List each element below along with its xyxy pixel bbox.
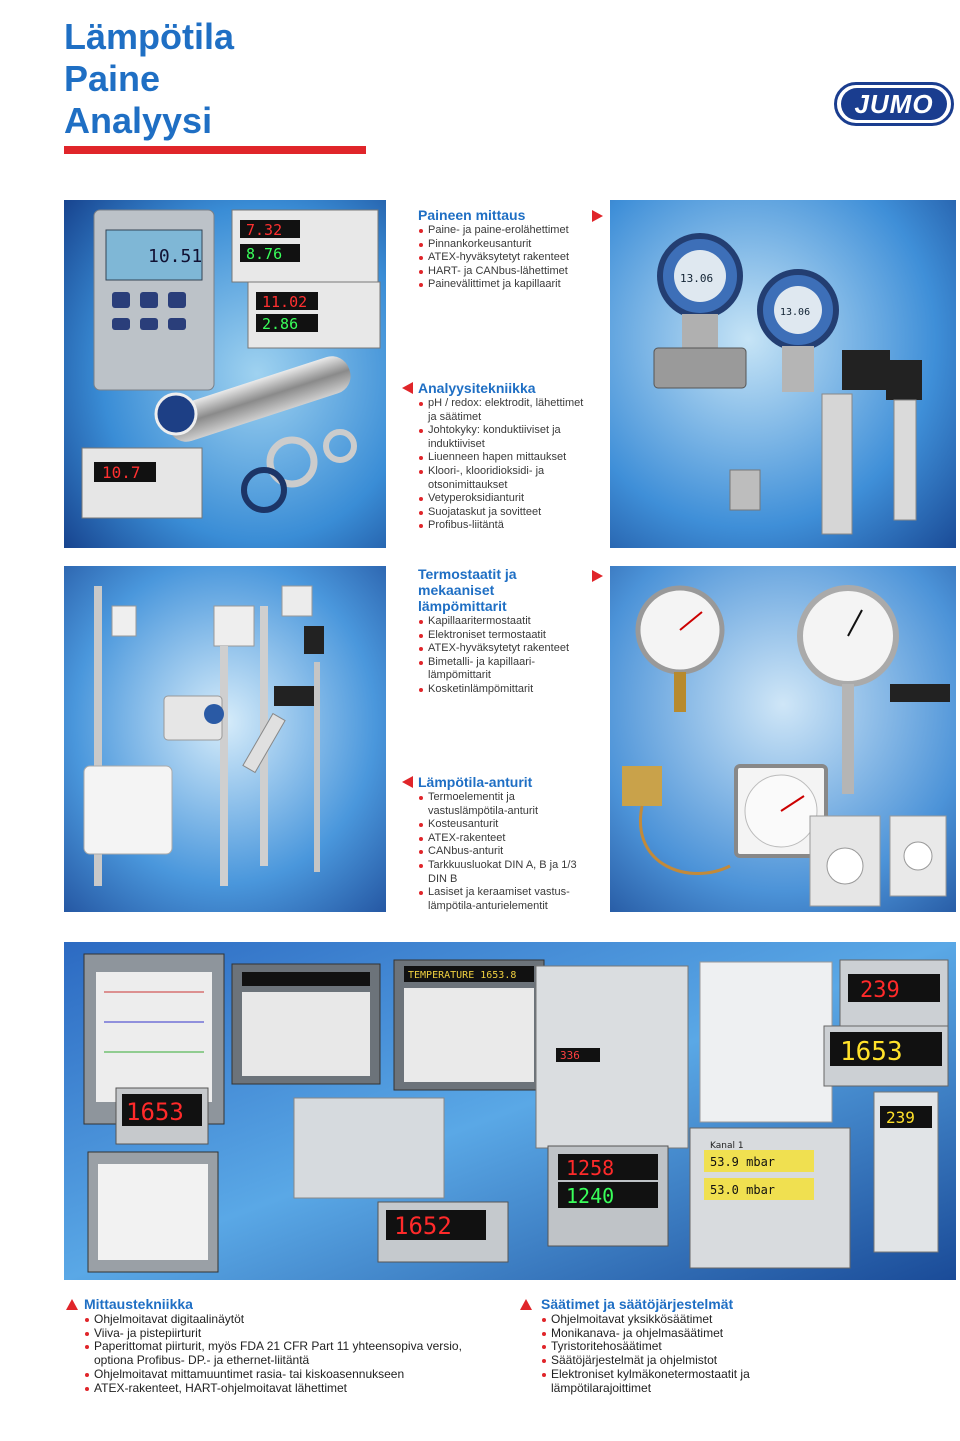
- list-item: Ohjelmoitavat digitaalinäytöt: [84, 1313, 494, 1327]
- list-item: Termoelementit ja vastuslämpötila-anturit: [418, 791, 588, 818]
- list-item: ATEX-rakenteet, HART-ohjelmoitavat lähettimet: [84, 1382, 494, 1396]
- section-lampotila-anturit: [418, 775, 588, 913]
- list-item: Viiva- ja pistepiirturit: [84, 1327, 494, 1341]
- photo-temperature-probes: [64, 566, 386, 912]
- section-title: Analyysitekniikka: [418, 380, 536, 396]
- list-item: Profibus-liitäntä: [418, 519, 586, 533]
- list-item: Johtokyky: konduktiiviset ja induktiiviset: [418, 424, 586, 451]
- list-item: Vetyperoksidianturit: [418, 492, 586, 506]
- analysis-display-4: 11.02: [262, 293, 308, 311]
- controller-display-5: 1240: [566, 1184, 615, 1208]
- page-title: [64, 16, 234, 142]
- list-item: Monikanava- ja ohjelmasäätimet: [541, 1327, 781, 1341]
- controller-display-4: 1258: [566, 1156, 615, 1180]
- pressure-display-1: 13.06: [680, 272, 714, 285]
- list-item: Pinnankorkeusanturit: [418, 238, 596, 252]
- photo-thermostats-gauges: [610, 566, 956, 912]
- analysis-display-5: 2.86: [262, 315, 299, 333]
- section-list: [418, 791, 588, 913]
- list-item: Bimetalli- ja kapillaari-lämpömittarit: [418, 656, 588, 683]
- photo-pressure-transmitters: [610, 200, 956, 548]
- section-analyysitekniikka: [418, 381, 586, 533]
- photo-analysis-instruments: [64, 200, 386, 548]
- list-item: Kapillaaritermostaatit: [418, 615, 588, 629]
- list-item: ATEX-rakenteet: [418, 832, 588, 846]
- title-line-3: Analyysi: [64, 100, 213, 141]
- title-line-2: Paine: [64, 58, 161, 99]
- list-item: Ohjelmoitavat mittamuuntimet rasia- tai kiskoasennukseen: [84, 1368, 494, 1382]
- section-list: [541, 1313, 781, 1395]
- arrow-right-icon: [592, 570, 603, 582]
- list-item: Kosketinlämpömittarit: [418, 683, 588, 697]
- section-saatimet: [541, 1297, 781, 1395]
- analysis-display-6: 10.7: [102, 463, 141, 482]
- list-item: Tarkkuusluokat DIN A, B ja 1/3 DIN B: [418, 859, 588, 886]
- jumo-logo: [834, 82, 954, 126]
- section-title-line: mekaaniset: [418, 582, 495, 598]
- logo-text: JUMO: [841, 88, 947, 120]
- controller-display-9: 239: [886, 1108, 915, 1127]
- list-item: Säätöjärjestelmät ja ohjelmistot: [541, 1354, 781, 1368]
- analysis-display-2: 7.32: [246, 221, 283, 239]
- section-title-line: Termostaatit ja: [418, 566, 517, 582]
- list-item: Lasiset ja keraamiset vastus-lämpötila-anturielementit: [418, 886, 588, 913]
- list-item: Painevälittimet ja kapillaarit: [418, 278, 596, 292]
- list-item: Tyristoritehosäätimet: [541, 1340, 781, 1354]
- analysis-display-3: 8.76: [246, 245, 283, 263]
- arrow-right-icon: [592, 210, 603, 222]
- section-title: Säätimet ja säätöjärjestelmät: [541, 1296, 734, 1312]
- list-item: HART- ja CANbus-lähettimet: [418, 265, 596, 279]
- section-title-line: lämpömittarit: [418, 598, 507, 614]
- analysis-display-1: 10.51: [148, 246, 203, 267]
- arrow-left-icon: [402, 382, 413, 394]
- controller-display-6: 1652: [394, 1212, 452, 1240]
- list-item: pH / redox: elektrodit, lähettimet ja säätimet: [418, 397, 586, 424]
- section-title: Mittaustekniikka: [84, 1296, 193, 1312]
- photo-recorders-controllers: [64, 942, 956, 1280]
- controller-display-8: 53.0 mbar: [710, 1183, 776, 1197]
- section-paineen-mittaus: [418, 208, 596, 292]
- arrow-up-icon: [520, 1299, 532, 1310]
- controller-display-11: Kanal 1: [710, 1141, 744, 1151]
- list-item: Kosteusanturit: [418, 818, 588, 832]
- title-underline: [64, 146, 366, 154]
- section-mittaustekniikka: [84, 1297, 494, 1395]
- controller-display-1: 239: [860, 978, 900, 1003]
- controller-display-2: 1653: [840, 1037, 903, 1067]
- controller-display-3: 1653: [126, 1098, 184, 1126]
- list-item: ATEX-hyväksytetyt rakenteet: [418, 642, 588, 656]
- list-item: Ohjelmoitavat yksikkösäätimet: [541, 1313, 781, 1327]
- recorder-header-text: TEMPERATURE 1653.8: [408, 970, 517, 981]
- list-item: Paperittomat piirturit, myös FDA 21 CFR Part 11 yhteensopiva versio, optiona Profibus- DP.- ja ethernet-liitäntä: [84, 1340, 494, 1367]
- section-title: Lämpötila-anturit: [418, 774, 533, 790]
- controller-display-10: 336: [560, 1049, 580, 1062]
- section-termostaatit: [418, 567, 588, 697]
- list-item: Kloori-, klooridioksidi- ja otsonimittaukset: [418, 465, 586, 492]
- section-title: Paineen mittaus: [418, 207, 526, 223]
- list-item: ATEX-hyväksytetyt rakenteet: [418, 251, 596, 265]
- list-item: Liuenneen hapen mittaukset: [418, 451, 586, 465]
- list-item: CANbus-anturit: [418, 845, 588, 859]
- section-list: [418, 397, 586, 533]
- list-item: Suojataskut ja sovitteet: [418, 506, 586, 520]
- list-item: Paine- ja paine-erolähettimet: [418, 224, 596, 238]
- section-list: [418, 224, 596, 292]
- controller-display-7: 53.9 mbar: [710, 1155, 776, 1169]
- title-line-1: Lämpötila: [64, 16, 235, 57]
- section-list: [84, 1313, 494, 1395]
- list-item: Elektroniset termostaatit: [418, 629, 588, 643]
- list-item: Elektroniset kylmäkonetermostaatit ja lämpötilarajoittimet: [541, 1368, 781, 1395]
- arrow-up-icon: [66, 1299, 78, 1310]
- arrow-left-icon: [402, 776, 413, 788]
- section-list: [418, 615, 588, 697]
- pressure-display-2: 13.06: [780, 307, 811, 318]
